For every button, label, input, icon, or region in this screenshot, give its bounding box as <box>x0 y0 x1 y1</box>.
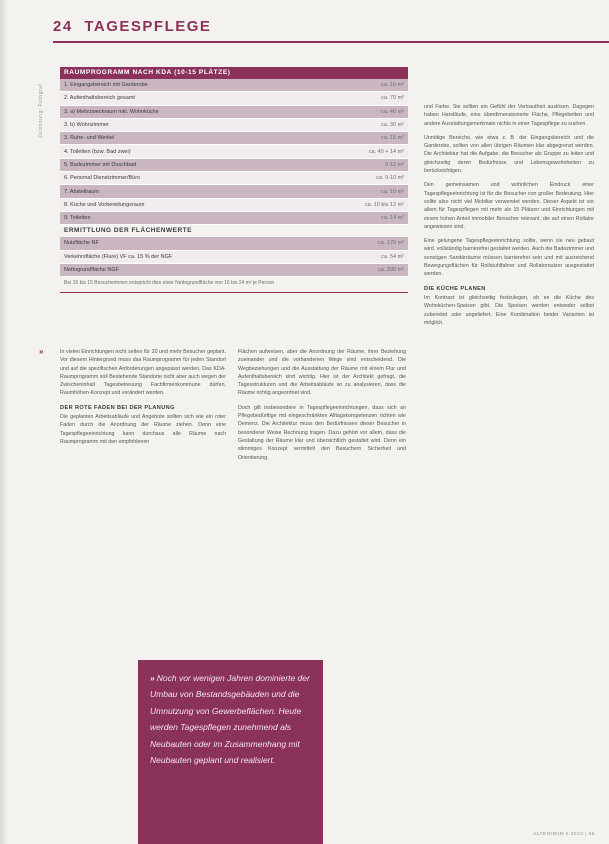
table-row <box>60 106 408 119</box>
text-column-1 <box>60 348 226 452</box>
table-title: RAUMPROGRAMM NACH KDA (10-15 PLÄTZE) <box>60 67 408 79</box>
pull-quote-text: Noch vor wenigen Jahren dominierte der Umbau von Bestandsgebäuden und die Umnutzung von Gewerbeflächen. Heute werden Tagespflegen zunehmend als Neubauten oder im Zusammenhang mit Neubauten geplant und realisiert. <box>150 673 310 766</box>
row-area: ca. 54 m² <box>381 253 404 260</box>
row-area: 9-12 m² <box>385 161 404 168</box>
subheading: DER ROTE FADEN BEI DER PLANUNG <box>60 404 175 411</box>
paragraph: Unnötige Bereiche, wie etwa z. B. der Eingangsbereich und die Garderobe, sollten von allen übrigen Räumen klar abgegrenzt werden. Die Architektur hat die Aufgabe, die Besucher als Gruppe zu leiten und gleichzeitig deren Bedürfnisse und Lebensgewohnheiten zu berücksichtigen. <box>424 134 594 175</box>
page-number: 24 <box>53 18 73 35</box>
page-fold-shadow <box>0 0 8 844</box>
title-rule <box>53 41 609 43</box>
row-label: 3. b) Wohnzimmer <box>64 122 109 129</box>
row-label: Verkehrsfläche (Flure) VF ca. 15 % der NGF <box>64 253 173 260</box>
paragraph: Den gemeinsamen und wohnlichen Eindruck einer Tagespflegeeinrichtung ist für die Besucher von großer Bedeutung. Hier sollte also nicht viel Mobiliar verwendet werden. Dieser Aspekt ist vor allem für Tagespflegen mit mehr als 15 Plätzen und Einrichtungen mit einem hohen Anteil immobiler Besucher relevant, die auf einen Rollator angewiesen sind. <box>424 182 594 230</box>
row-area: ca. 9-10 m² <box>376 175 404 182</box>
row-area: ca. 40 m² <box>381 108 404 115</box>
table-row <box>60 199 408 212</box>
row-area: ca. 40 + 14 m² <box>368 148 404 155</box>
room-program-table <box>60 67 408 293</box>
row-label: 3. a) Mehrzweckraum inkl. Wohnküche <box>64 108 159 115</box>
paragraph: Doch gilt insbesondere in Tagespflegeeinrichtungen, dass sich an Pflegebedürftige mit eingeschränkten Alltagskompetenzen richten wie Demenz. Die Architektur muss den Bedürfnissen dieser Besucher in besonderer Weise Rechnung tragen. Dazu gehört vor allem, dass die Gestaltung der Räume klar und übersichtlich gestaltet wird. Denn ein stimmiges Konzept vermittelt den Besuchern Sicherheit und Orientierung. <box>238 404 406 461</box>
subheading: DIE KÜCHE PLANEN <box>424 285 486 292</box>
paragraph: Flächen aufweisen, aber die Anordnung der Räume, ihrer Beziehung zueinander und die vorhandenen Wege sind entscheidend. Die Wegbeziehungen und die Ausstattung der Räume mit einem Flur und Aufenthaltsbereich sind wichtig. Hier ist der Architekt gefragt, die Tagesstrukturen und die Arbeitsabläufe so zu analysieren, dass die Räume richtig angeordnet sind. <box>238 349 406 397</box>
continuation-marker: » <box>39 347 44 356</box>
row-label: 7. Abstellraum <box>64 188 99 195</box>
row-label: 9. Toiletten <box>64 215 91 222</box>
row-area: ca. 10 m² <box>381 188 404 195</box>
table-row <box>60 237 408 250</box>
table-row <box>60 172 408 185</box>
table-row <box>60 251 408 264</box>
table-row <box>60 119 408 132</box>
row-label: 5. Badezimmer mit Duschbad <box>64 161 137 168</box>
table-bottom-rule <box>60 292 408 293</box>
row-label: Nettogrundfläche NGF <box>64 267 120 273</box>
row-label: 2. Aufenthaltsbereich gesamt <box>64 95 135 102</box>
row-area: ca. 14 m² <box>381 215 404 222</box>
page-footer: ALTENHEIM 9 2013 | 85 <box>533 831 595 836</box>
table-footnote: Bei 10 bis 15 Besucherinnen entspricht dies einer Nettogrundfläche von 16 bis 24 m² je Person <box>64 280 275 287</box>
paragraph: Eine gelungene Tagespflegeeinrichtung sollte, wenn sie neu gebaut wird, vollständig barrierefrei gestaltet werden. Auch die Badezimmer und sonstigen Sanitärräume müssen barrierefrei sein und mit ausreichend Bewegungsflächen für Rollstuhlfahrer und Rollatornutzer ausgestattet werden. <box>424 238 594 278</box>
row-area: ca. 200 m² <box>378 267 404 273</box>
table-row <box>60 79 408 92</box>
row-label: Nutzfläche NF <box>64 240 99 247</box>
row-area: ca. 30 m² <box>381 122 404 129</box>
row-area: ca. 15 m² <box>381 135 404 142</box>
table-row <box>60 185 408 198</box>
table-row <box>60 92 408 105</box>
section-title: TAGESPFLEGE <box>84 18 212 35</box>
table-row <box>60 145 408 158</box>
row-label: 3. Ruhe- und Werkel <box>64 135 115 142</box>
row-area: ca. 10 bis 12 m² <box>364 201 404 208</box>
row-area: ca. 70 m² <box>381 95 404 102</box>
summary-rows <box>60 237 408 277</box>
row-area: ca. 170 m² <box>378 240 404 247</box>
table-rows <box>60 79 408 225</box>
row-label: 1. Eingangsbereich mit Garderobe <box>64 82 148 89</box>
quote-mark-icon: » <box>150 673 155 683</box>
pull-quote <box>150 670 314 768</box>
table-row <box>60 264 408 277</box>
table-subheading: ERMITTLUNG DER FLÄCHENWERTE <box>60 225 408 237</box>
side-credit: Zeichnung: Fotograf <box>38 83 44 138</box>
row-label: 4. Toiletten (bzw. Bad zwei) <box>64 148 131 155</box>
table-row <box>60 132 408 145</box>
row-label: 6. Personal Dienstzimmer/Büro <box>64 175 141 182</box>
table-row <box>60 159 408 172</box>
row-area: ca. 16 m² <box>381 82 404 89</box>
paragraph: In vielen Einrichtungen nicht selten für 20 und mehr Besucher geplant. Vor diesem Hintergrund muss das Raumprogramm für jeden Standort und auf die spezifischen Anforderungen angepasst werden. Das KDA-Raumprogramm soll Bestehende Standorte nicht aber auch wegen der Zwischeninhalt Tagesbetreuung Fachfirmenkommune dürfen, Raumhöhen-Konzept und verändert werden. <box>60 349 226 397</box>
row-label: 8. Küche und Vorbereitungsraum <box>64 201 145 208</box>
page-title <box>53 18 211 35</box>
text-column-2 <box>238 348 406 468</box>
pull-quote-box <box>138 660 323 844</box>
paragraph: und Farbe. Sie sollten ein Gefühl der Vertrautheit auslösen. Dagegen haben Handläufe, eine überdimensionierte Fläche, Pflegebetten und andere Ausstattungsmerkmale nichts in einer Tagespflege zu suchen. <box>424 104 594 127</box>
paragraph: Im Kontrast ist gleichzeitig festzulegen, ob es die Küche des Wohnküchen-Speisen gibt. Die Speisen werden entweder selbst zubereitet oder angeliefert. Eine Kombination beider Varianten ist möglich. <box>424 294 594 326</box>
paragraph: Die geplanten Arbeitsabläufe und Angebote sollten sich wie ein roter Faden durch die Anordnung der Räume ziehen. Denn eine Tagespflegeeinrichtung kann durchaus alle Räume nach Raumprogramm mit den empfohlenen <box>60 414 226 445</box>
text-column-3 <box>424 103 594 333</box>
table-row <box>60 212 408 225</box>
